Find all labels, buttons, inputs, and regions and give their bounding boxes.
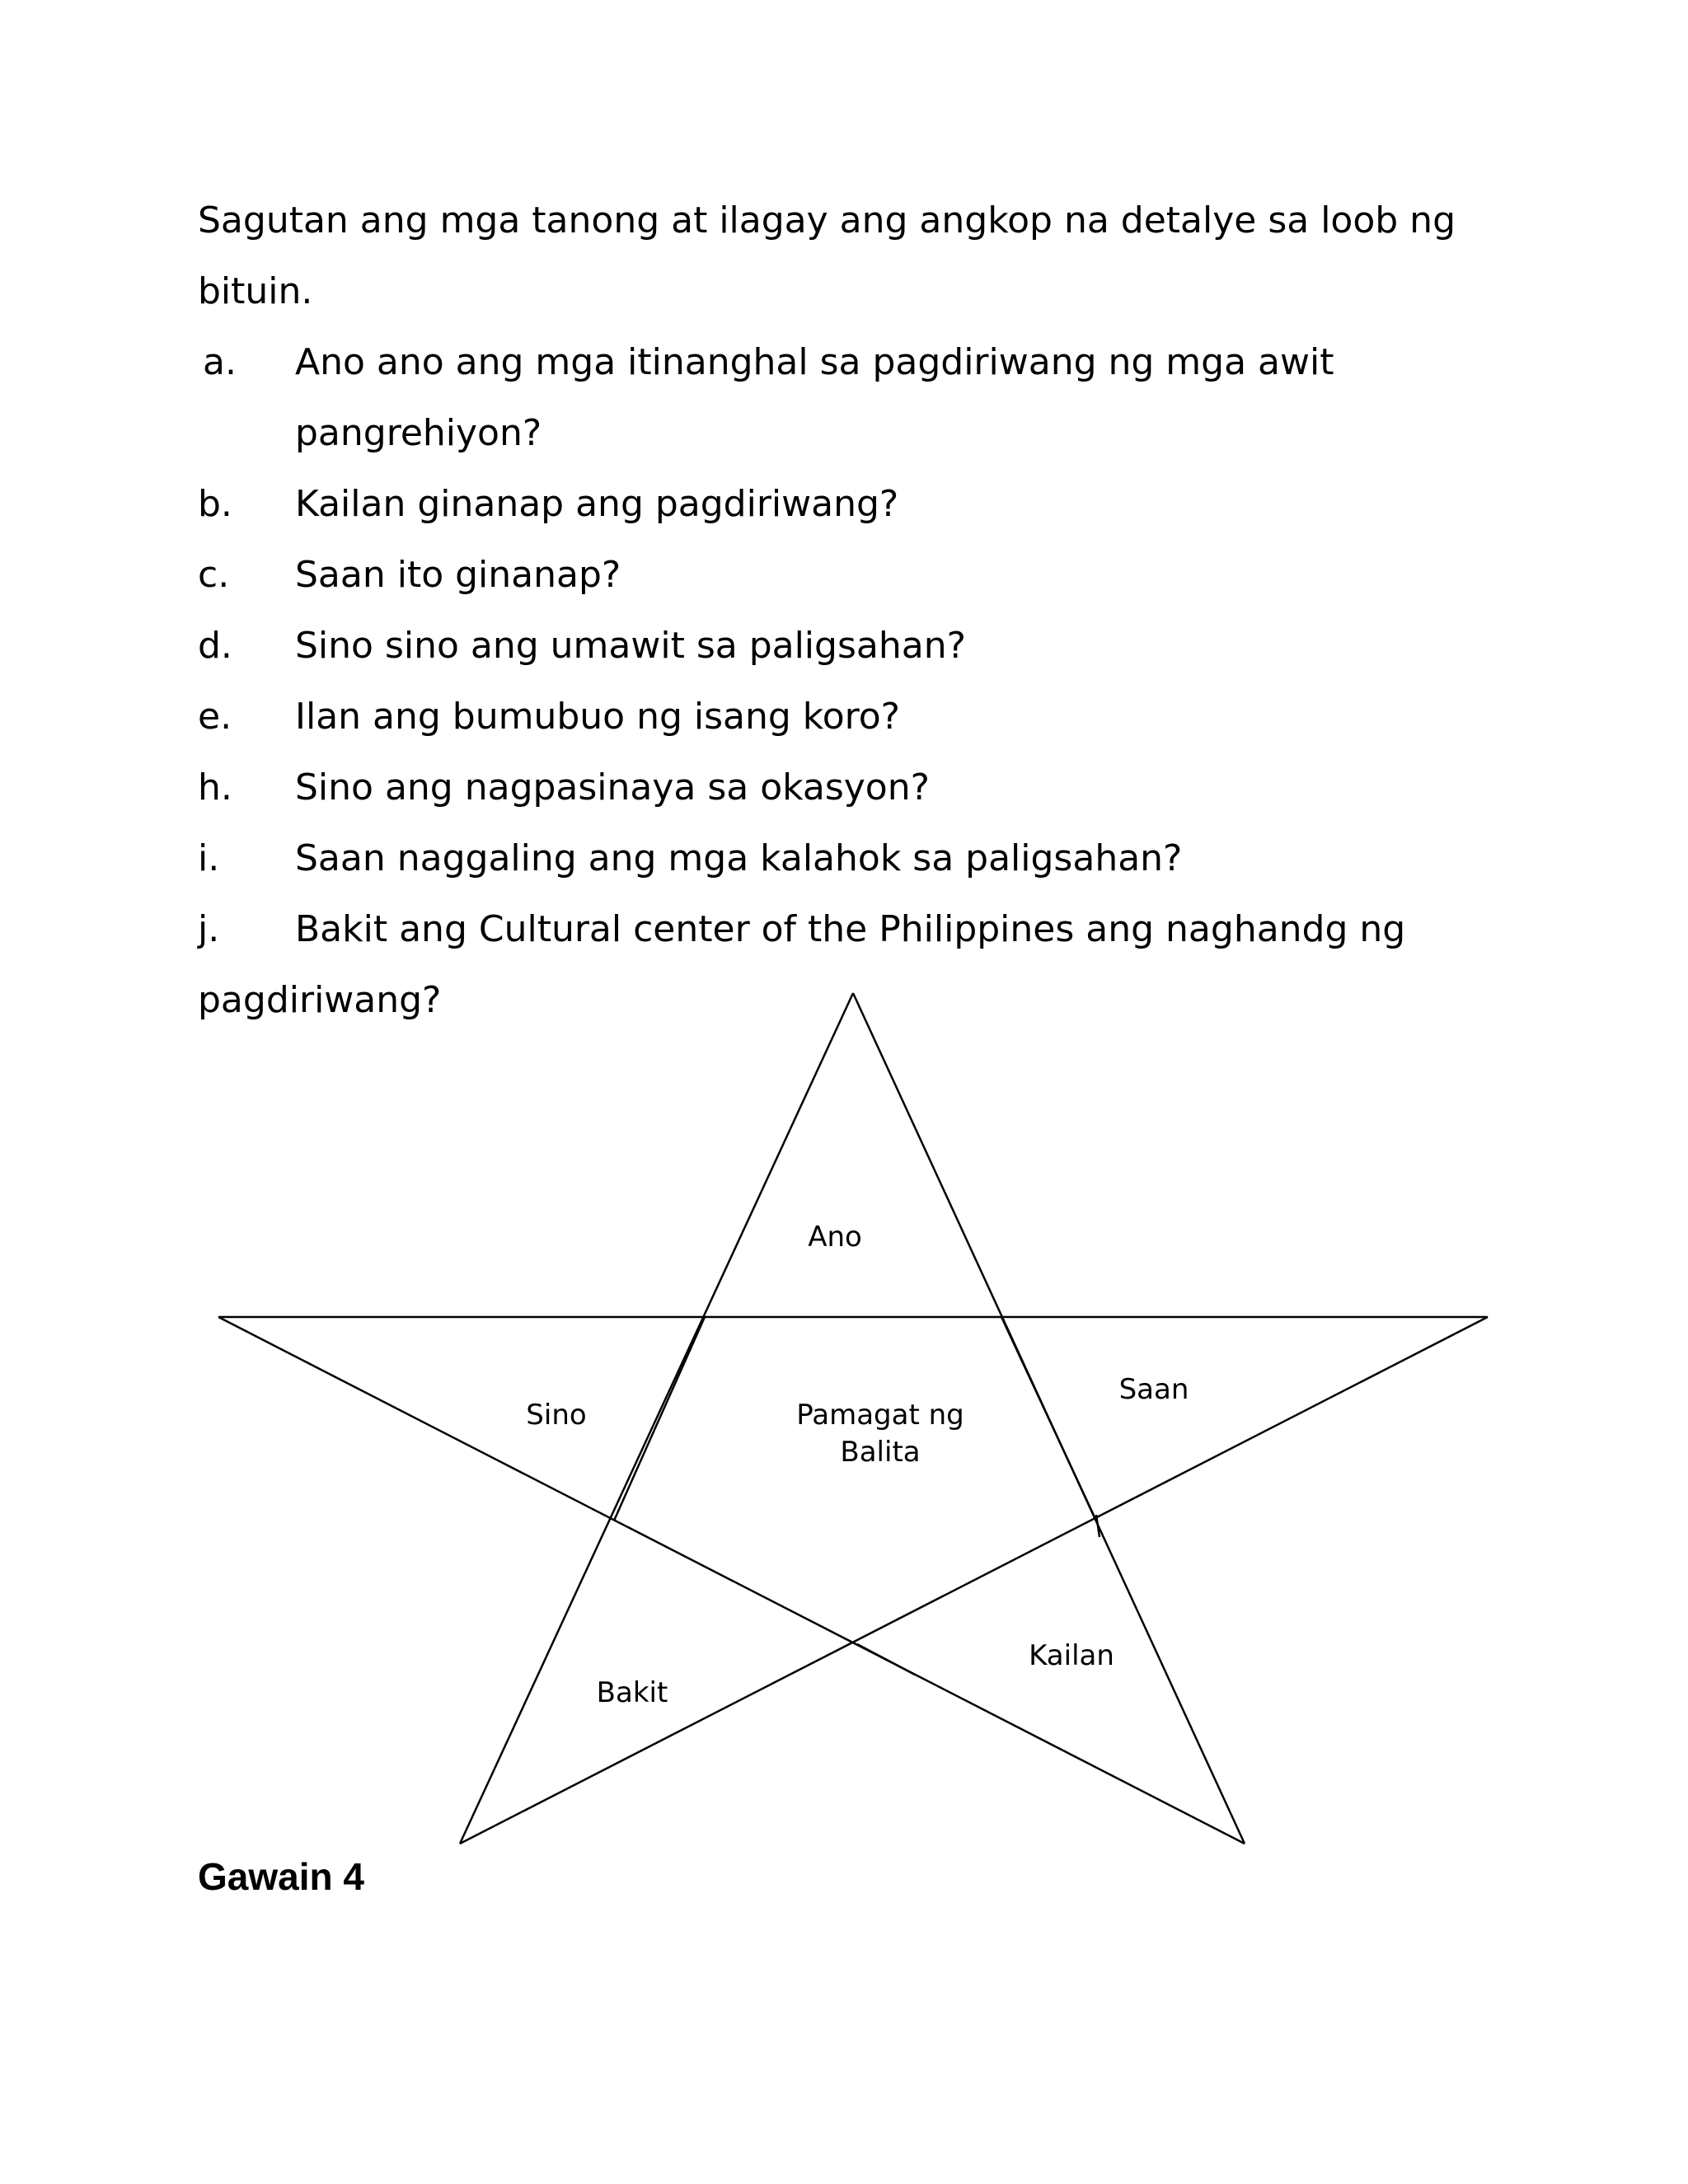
star-edge	[460, 1317, 1488, 1844]
star-label-saan: Saan	[1118, 1373, 1189, 1406]
question-letter: c.	[198, 554, 230, 596]
star-label-balita: Balita	[840, 1436, 921, 1469]
question-text: Ano ano ang mga itinanghal sa pagdiriwang ng mga awit	[295, 341, 1334, 383]
section-heading: Gawain 4	[198, 1855, 364, 1898]
star-label-kailan: Kailan	[1029, 1639, 1114, 1672]
question-letter: i.	[198, 837, 220, 879]
star-edge	[460, 993, 853, 1844]
question-text: Sino sino ang umawit sa paligsahan?	[295, 625, 966, 667]
question-text-continued: pangrehiyon?	[295, 412, 542, 454]
star-label-pamagat: Pamagat ng	[796, 1399, 964, 1432]
star-edge	[218, 1317, 1245, 1844]
star-label-sino: Sino	[526, 1399, 587, 1432]
question-j-continued: pagdiriwang?	[198, 979, 442, 1021]
tick-mark	[857, 1644, 915, 1675]
question-letter: e.	[198, 696, 232, 738]
question-letter: b.	[198, 483, 232, 525]
star-label-bakit: Bakit	[596, 1676, 668, 1709]
question-text: Kailan ginanap ang pagdiriwang?	[295, 483, 899, 525]
instructions-text: Sagutan ang mga tanong at ilagay ang angkop na detalye sa loob ng bituin.	[198, 199, 1456, 312]
star-label-ano: Ano	[808, 1221, 862, 1254]
question-text: Saan naggaling ang mga kalahok sa paligsahan?	[295, 837, 1183, 879]
question-text: Sino ang nagpasinaya sa okasyon?	[295, 766, 930, 808]
question-letter: a.	[203, 341, 237, 383]
inner-pentagon-edge	[614, 1317, 705, 1521]
question-text: Ilan ang bumubuo ng isang koro?	[295, 696, 901, 738]
question-letter: h.	[198, 766, 232, 808]
question-letter: d.	[198, 625, 232, 667]
question-letter: j.	[198, 908, 220, 950]
question-text: Bakit ang Cultural center of the Philippines ang naghandg ng	[295, 908, 1406, 950]
inner-pentagon-edge	[1001, 1317, 1096, 1521]
question-text: Saan ito ginanap?	[295, 554, 621, 596]
